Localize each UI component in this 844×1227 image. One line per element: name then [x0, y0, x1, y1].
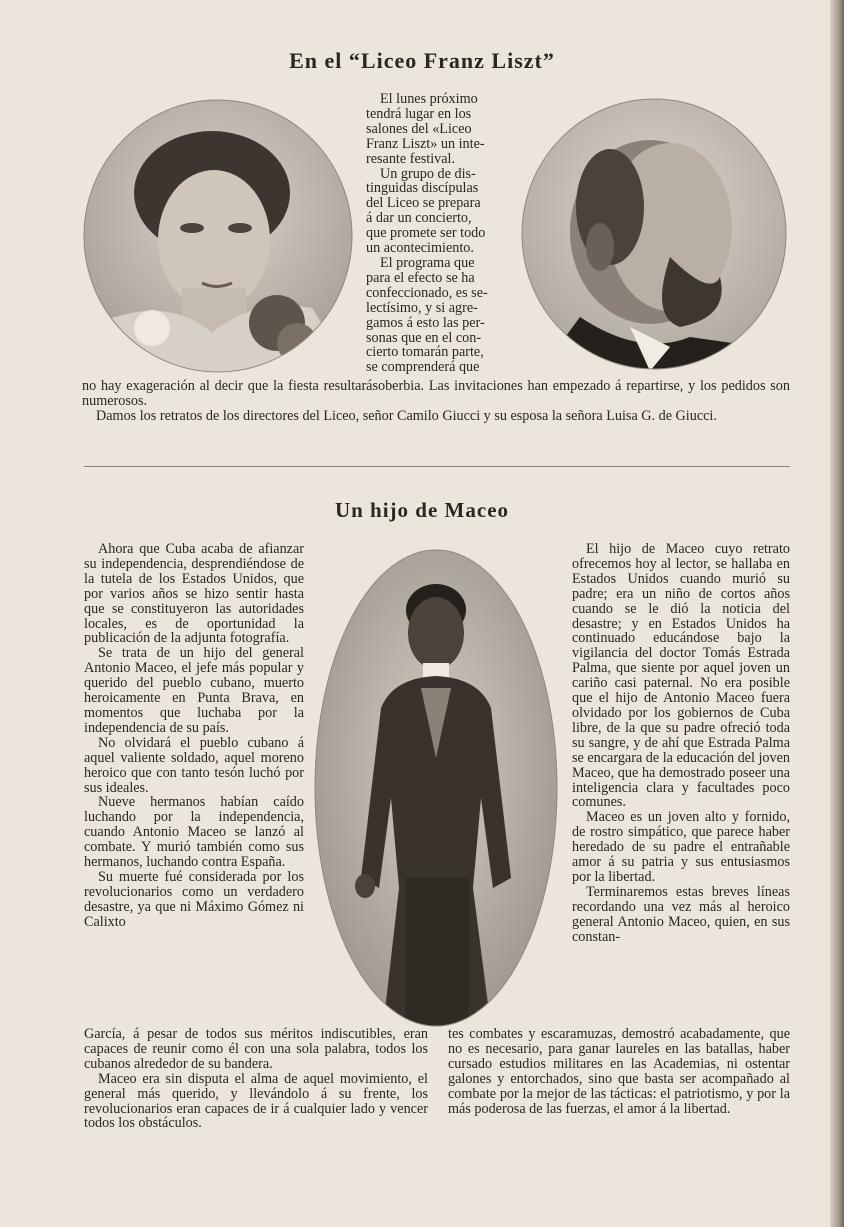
- intro-line: salones del «Liceo: [366, 120, 472, 137]
- intro-line: cierto tomarán parte,: [366, 344, 484, 361]
- page-edge: [830, 0, 844, 1227]
- intro-line: El lunes próximo: [380, 91, 478, 107]
- intro-line: lectísimo, y si agre-: [366, 299, 478, 316]
- intro-line: que promete ser todo: [366, 225, 486, 242]
- article1-paragraph-2: Damos los retratos de los directores del Liceo, señor Camilo Giucci y su esposa la señora Luisa G. de Giucci.: [96, 407, 717, 424]
- article-title-maceo: Un hijo de Maceo: [334, 498, 510, 522]
- intro-line: tendrá lugar en los: [366, 105, 472, 122]
- intro-line: resante festival.: [366, 150, 456, 167]
- article2-left-paragraph-2: Se trata de un hijo del general Antonio Maceo, el jefe más popular y querido del pueblo cubano, muerto heroicamente en Punta Brava, en momentos que luchaba por la independencia de su país.: [84, 645, 304, 736]
- article2-right-column: [572, 542, 790, 944]
- article2-left-paragraph-4: Nueve hermanos habían caído luchando por la independencia, cuando Antonio Maceo se lanzó al combate. Y murió también como sus hermanos, luchando contra España.: [84, 794, 304, 871]
- intro-line: á dar un concierto,: [366, 210, 472, 227]
- intro-line: sonas que en el con-: [366, 329, 482, 346]
- article2-left-paragraph-5: Su muerte fué considerada por los revolucionarios como un verdadero desastre, ya que ni Máximo Gómez ni Calixto: [84, 868, 304, 930]
- article1-full-paragraphs: [82, 379, 790, 424]
- article-title-liceo: En el “Liceo Franz Liszt”: [289, 48, 555, 73]
- young-man-portrait: [313, 548, 559, 1028]
- intro-line: del Liceo se prepara: [366, 195, 481, 212]
- intro-line: un acontecimiento.: [366, 240, 474, 257]
- intro-line: se comprenderá que: [366, 359, 480, 376]
- article2-bottom-left-paragraph-1: García, á pesar de todos sus méritos indiscutibles, eran capaces de reunir como él con una sola palabra, todos los cubanos alrededor de su bandera.: [84, 1026, 428, 1072]
- woman-portrait: [82, 98, 354, 374]
- article2-left-paragraph-1: Ahora que Cuba acaba de afianzar su independencia, desprendiéndose de la tutela de los Estados Unidos, que por varios años se hizo sentir hasta que se constituyeron las autoridades locales, es de oportunidad la publicación de la adjunta fotografía.: [84, 541, 304, 647]
- man-portrait: [520, 97, 788, 371]
- article2-right-paragraph-3: Terminaremos estas breves líneas recordando una vez más al heroico general Antonio Maceo, quien, en sus constan-: [572, 883, 790, 945]
- article2-right-paragraph-2: Maceo es un joven alto y fornido, de rostro simpático, que parece haber heredado de su padre el entrañable amor á su patria y sus entusiasmos por la libertad.: [572, 809, 790, 885]
- article2-bottom-left-paragraph-2: Maceo era sin disputa el alma de aquel movimiento, el general más querido, y llevándolo á su frente, los revolucionarios eran capaces de ir á cualquier lado y vencer todos los obstáculos.: [84, 1070, 428, 1132]
- intro-line: confeccionado, es se-: [366, 284, 488, 301]
- article1-paragraph-1: no hay exageración al decir que la fiesta resultarásoberbia. Las invitaciones han empezado á repartirse, y los pedidos son numerosos.: [82, 378, 790, 409]
- intro-line: para el efecto se ha: [366, 269, 475, 286]
- article1-intro-column: [366, 92, 512, 375]
- intro-line: Franz Liszt» un inte-: [366, 135, 485, 152]
- article2-left-paragraph-3: No olvidará el pueblo cubano á aquel valiente soldado, aquel moreno heroico que con tanto tesón luchó por sus ideales.: [84, 734, 304, 796]
- article2-bottom-right-paragraph-1: tes combates y escaramuzas, demostró acabadamente, que no es necesario, para ganar laureles en las batallas, haber cursado estudios militares en las Academias, ni ostentar galones y entorchados, sino que basta ser acompañado al combate por la mejor de las tácticas: el patriotismo, y por la más poderosa de las fuerzas, el amor á la libertad.: [448, 1026, 790, 1117]
- intro-line: Un grupo de dis-: [380, 165, 476, 182]
- intro-line: gamos á esto las per-: [366, 314, 485, 331]
- intro-line: El programa que: [380, 254, 475, 271]
- article2-left-column: [84, 542, 304, 930]
- article2-bottom-right: [448, 1027, 790, 1116]
- intro-line: tinguidas discípulas: [366, 180, 479, 197]
- article2-bottom-left: [84, 1027, 428, 1131]
- section-divider: [84, 466, 790, 467]
- article2-right-paragraph-1: El hijo de Maceo cuyo retrato ofrecemos hoy al lector, se hallaba en Estados Unidos cuando murió su padre; era un niño de cortos años cuando se le dió la noticia del desastre; y en Estados Unidos ha continuado educándose bajo la vigilancia del doctor Tomás Estrada Palma, que siente por aquel joven un cariño casi paternal. No era posible que el hijo de Antonio Maceo fuera olvidado por los gobiernos de Cuba libre, de la que su padre ofreció toda su sangre, y de ahí que Estrada Palma se encargara de la educación del joven Maceo, que ha demostrado poseer una inteligencia clara y facultades poco comunes.: [572, 541, 790, 811]
